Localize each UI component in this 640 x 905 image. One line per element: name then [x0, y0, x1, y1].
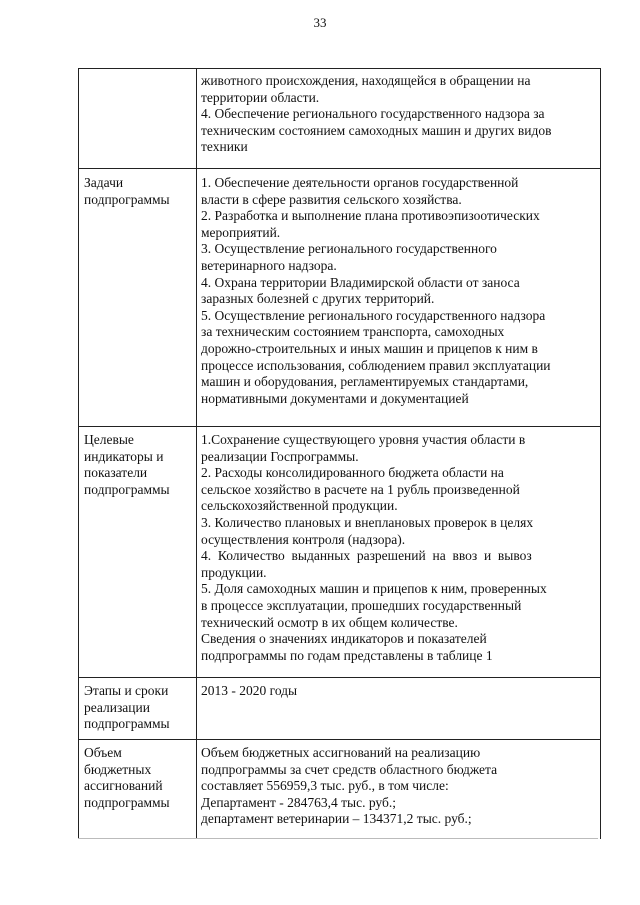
label-line: Этапы и сроки: [84, 683, 169, 698]
content-line: нормативными документами и документацией: [201, 390, 469, 406]
table-row-stages: [79, 678, 601, 740]
content-line: технический осмотр в их общем количестве.: [201, 614, 458, 630]
label-line: подпрограммы: [84, 191, 170, 207]
content-line: территории области.: [201, 89, 320, 105]
content-line: составляет 556959,3 тыс. руб., в том числе:: [201, 778, 449, 794]
content-line: дорожно-строительных и иных машин и прицепов к ним в: [201, 340, 538, 356]
label-line: индикаторы и: [84, 448, 164, 464]
content-line: заразных болезней с других территорий.: [201, 291, 435, 307]
content-line: животного происхождения, находящейся в обращении на: [201, 73, 531, 88]
content-line: осуществления контроля (надзора).: [201, 531, 406, 547]
content-line: Объем бюджетных ассигнований на реализацию: [201, 745, 481, 760]
label-line: подпрограммы: [84, 481, 170, 497]
content-line: 4. Обеспечение регионального государственного надзора за: [201, 106, 545, 122]
label-line: Объем: [84, 745, 122, 760]
content-line: 4. Количество выданных разрешений на ввоз и вывоз: [201, 548, 532, 564]
row-content-indicators: [197, 427, 601, 678]
content-line: продукции.: [201, 564, 267, 580]
label-line: ассигнований: [84, 778, 163, 794]
content-line: власти в сфере развития сельского хозяйства.: [201, 191, 462, 207]
row-label-empty: [79, 69, 197, 169]
content-line: подпрограммы по годам представлены в таблице 1: [201, 647, 493, 663]
content-line: машин и оборудования, регламентируемых стандартами,: [201, 374, 529, 390]
content-line: Департамент - 284763,4 тыс. руб.;: [201, 794, 396, 810]
content-line: подпрограммы за счет средств областного бюджета: [201, 761, 498, 777]
content-line: 5. Доля самоходных машин и прицепов к ним, проверенных: [201, 581, 547, 597]
row-label-budget: [79, 740, 197, 840]
content-line: 3. Количество плановых и внеплановых проверок в целях: [201, 514, 534, 530]
subprogram-passport-table: [78, 68, 601, 839]
row-label-indicators: [79, 427, 197, 678]
row-content-budget: [197, 740, 601, 840]
table-row-continuation: [79, 69, 601, 169]
row-label-tasks: [79, 169, 197, 427]
content-line: Сведения о значениях индикаторов и показателей: [201, 631, 487, 647]
content-line: сельскохозяйственной продукции.: [201, 498, 398, 514]
content-line: за техническим состоянием транспорта, самоходных: [201, 324, 505, 340]
label-line: бюджетных: [84, 761, 152, 777]
content-line: ветеринарного надзора.: [201, 257, 337, 273]
table-row-indicators: [79, 427, 601, 678]
content-line: техническим состоянием самоходных машин и других видов: [201, 122, 552, 138]
label-line: реализации: [84, 699, 150, 715]
content-line: 4. Охрана территории Владимирской области от заноса: [201, 274, 520, 290]
content-line: реализации Госпрограммы.: [201, 448, 359, 464]
content-line: 2. Расходы консолидированного бюджета области на: [201, 465, 504, 481]
content-line: 2. Разработка и выполнение плана противоэпизоотических: [201, 208, 540, 224]
label-line: подпрограммы: [84, 794, 170, 810]
label-line: Задачи: [84, 175, 124, 190]
content-line: 5. Осуществление регионального государственного надзора: [201, 307, 546, 323]
table-row-budget: [79, 740, 601, 840]
row-label-stages: [79, 678, 197, 740]
content-line: процессе использования, соблюдением правил эксплуатации: [201, 357, 551, 373]
content-line: техники: [201, 139, 248, 155]
content-line: 1. Обеспечение деятельности органов государственной: [201, 175, 519, 190]
row-content-stages: [197, 678, 601, 740]
row-content-tasks: [197, 169, 601, 427]
content-line: 1.Сохранение существующего уровня участия области в: [201, 432, 526, 447]
label-line: показатели: [84, 465, 148, 481]
content-line: сельское хозяйство в расчете на 1 рубль произведенной: [201, 481, 520, 497]
content-line: в процессе эксплуатации, прошедших государственный: [201, 597, 522, 613]
label-line: Целевые: [84, 432, 134, 447]
label-line: подпрограммы: [84, 716, 170, 732]
row-content-continuation: [197, 69, 601, 169]
page-bottom-edge: [78, 838, 598, 839]
content-line: департамент ветеринарии – 134371,2 тыс. руб.;: [201, 811, 472, 827]
page-number: 33: [313, 15, 327, 30]
content-line: 3. Осуществление регионального государственного: [201, 241, 497, 257]
table-row-tasks: [79, 169, 601, 427]
content-line: мероприятий.: [201, 224, 281, 240]
content-line: 2013 - 2020 годы: [201, 683, 298, 698]
